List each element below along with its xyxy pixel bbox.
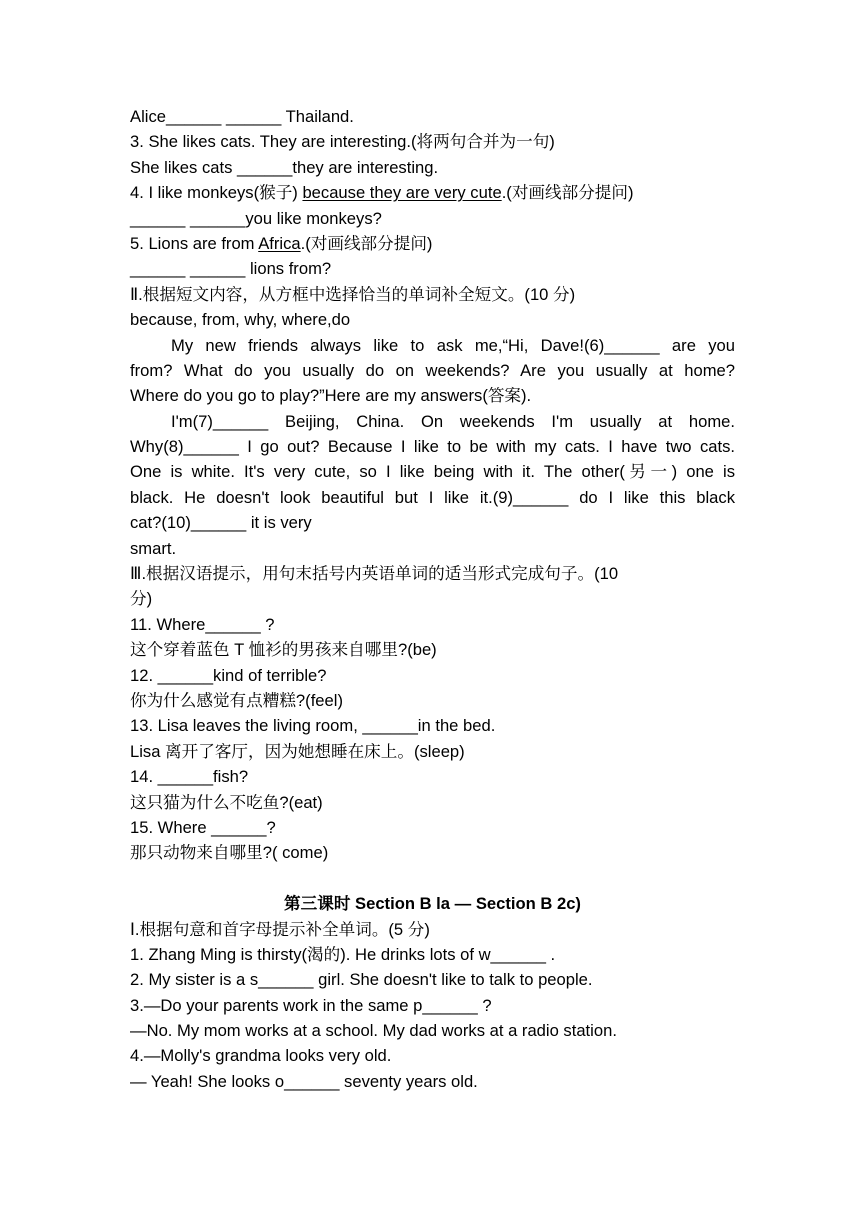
section-b-question-3: 3.—Do your parents work in the same p______ ?	[130, 995, 492, 1015]
question-4	[130, 180, 735, 205]
question-5-underlined: Africa	[258, 233, 301, 253]
question-14: 14. ______fish?	[130, 767, 249, 787]
section-b-heading: Ⅰ.根据句意和首字母提示补全单词。(5 分)	[130, 919, 430, 939]
passage-line: black. He doesn't look beautiful but I like it.(9)______ do I like this black	[130, 487, 735, 507]
question-12-hint: 你为什么感觉有点糟糕?(feel)	[130, 690, 343, 710]
passage-line: Why(8)______ I go out? Because I like to be with my cats. I have two cats.	[130, 437, 735, 457]
question-13: 13. Lisa leaves the living room, ______in the bed.	[130, 716, 496, 736]
question-11: 11. Where______ ?	[130, 614, 275, 634]
passage-line: cat?(10)______ it is very	[130, 513, 312, 533]
part-3-heading-cont: 分)	[130, 589, 153, 609]
lesson-title: 第三课时 Section B la — Section B 2c)	[284, 894, 581, 914]
question-3-answer-line: She likes cats ______they are interesting.	[130, 157, 439, 177]
question-15: 15. Where ______?	[130, 817, 276, 837]
question-2-answer-line: Alice______ ______ Thailand.	[130, 107, 354, 126]
question-12: 12. ______kind of terrible?	[130, 665, 327, 685]
section-b-question-4-reply: — Yeah! She looks o______ seventy years old.	[130, 1071, 478, 1091]
passage-line: Where do you go to play?”Here are my answers(答案).	[130, 386, 532, 406]
section-b-question-1: 1. Zhang Ming is thirsty(渴的). He drinks lots of w______ .	[130, 944, 556, 964]
passage-line: smart.	[130, 538, 177, 558]
question-5-prefix: 5. Lions are from	[130, 233, 259, 253]
word-box: because, from, why, where,do	[130, 310, 351, 330]
passage-line: One is white. It's very cute, so I like being with it. The other(另一) one is	[130, 462, 735, 482]
passage-line: from? What do you usually do on weekends? Are you usually at home?	[130, 360, 735, 380]
part-3-heading: Ⅲ.根据汉语提示，用句末括号内英语单词的适当形式完成句子。(10	[130, 564, 619, 584]
question-13-hint: Lisa 离开了客厅，因为她想睡在床上。(sleep)	[130, 741, 465, 761]
section-spacer	[130, 866, 735, 891]
question-5	[130, 231, 735, 256]
section-b-question-2: 2. My sister is a s______ girl. She doesn't like to talk to people.	[130, 970, 593, 990]
passage-line: I'm(7)______ Beijing, China. On weekends I'm usually at home.	[171, 411, 735, 431]
worksheet-page	[130, 104, 735, 1094]
section-b-question-3-reply: —No. My mom works at a school. My dad works at a radio station.	[130, 1021, 617, 1041]
question-3: 3. She likes cats. They are interesting.(将两句合并为一句)	[130, 132, 555, 152]
section-b-question-4: 4.—Molly's grandma looks very old.	[130, 1046, 392, 1066]
question-15-hint: 那只动物来自哪里?( come)	[130, 843, 329, 863]
question-5-suffix: .(对画线部分提问)	[300, 233, 433, 253]
question-4-prefix: 4. I like monkeys(猴子)	[130, 183, 303, 203]
question-5-answer-line: ______ ______ lions from?	[130, 259, 332, 279]
passage-line: My new friends always like to ask me,“Hi, Dave!(6)______ are you	[171, 335, 735, 355]
question-4-answer-line: ______ ______you like monkeys?	[130, 208, 382, 228]
part-2-heading: Ⅱ.根据短文内容，从方框中选择恰当的单词补全短文。(10 分)	[130, 284, 576, 304]
question-11-hint: 这个穿着蓝色 T 恤衫的男孩来自哪里?(be)	[130, 640, 437, 660]
question-4-underlined: because they are very cute	[302, 183, 502, 203]
question-4-suffix: .(对画线部分提问)	[501, 183, 634, 203]
question-14-hint: 这只猫为什么不吃鱼?(eat)	[130, 792, 323, 812]
